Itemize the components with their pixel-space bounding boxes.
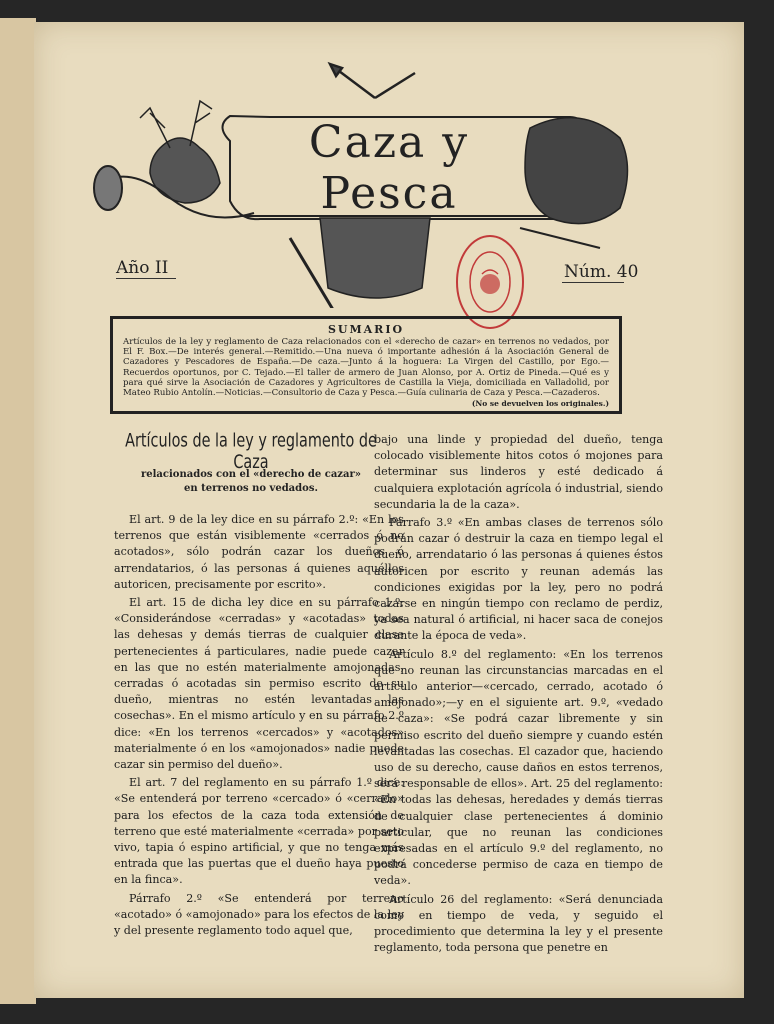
paragraph: El art. 15 de dicha ley dice en su párrafo 1.º: «Considerándose «cerradas» y «acotadas» todas las dehesas y demás tierras de cualquier clase pertenecientes á particulares, nadie puede cazar en las que no estén materialmente amojonadas, cerradas ó acotadas sin permiso escrito de su dueño, mientras no estén levantadas las cosechas». En el mismo artículo y en su párrafo 2.º dice: «En los terrenos «cercados» y «acotados» materialmente ó en los «amojonados» nadie puede cazar sin permiso del dueño». bbox=[114, 596, 404, 772]
summary-text: Artículos de la ley y reglamento de Caza relacionados con el «derecho de cazar» en terrenos no vedados, por El F. Box.—De interés general.—Remitido.—Una nueva ó importante adhesión á la Asociación General de Cazadores y Pescadores de España.—De caza.—Junto á la hoguera: La Virgen del Castillo, por Ego.—Recuerdos oportunos, por C. Tejado.—El taller de armero de Juan Alonso, por A. Ortiz de Pineda.—Qué es y para qué sirve la Asociación de Cazadores y Agricultores de Castilla la Vieja, domiciliada en Valladolid, por Mateo Rubio Antolín.—Noticias.—Consultorio de Caza y Pesca.—Guía culinaria de Caza y Pesca.—Cazaderos. bbox=[123, 337, 609, 399]
article-subtitle-line-1: relacionados con el «derecho de cazar» bbox=[141, 469, 361, 480]
issue-number: Núm. 40 bbox=[564, 262, 639, 282]
article-title: Artículos de la ley y reglamento de Caza bbox=[125, 429, 377, 473]
article-column-right bbox=[374, 432, 663, 959]
masthead-title: Caza y Pesca bbox=[308, 117, 470, 219]
paragraph: El art. 9 de la ley dice en su párrafo 2.º: «En los terrenos que están visiblemente «cerrados ó no acotados», sólo podrán cazar los dueños ó arrendatarios, ó las personas á quienes aquéllos autoricen, precisamente por escrito». bbox=[114, 513, 404, 591]
book-binding-edge bbox=[0, 18, 36, 1004]
crossed-arrows-icon bbox=[330, 64, 415, 98]
paragraph: Artículo 26 del reglamento: «Será denunciada como en tiempo de veda, y seguido el procedimiento que determina la ley y el presente reglamento, toda persona que penetre en bbox=[374, 892, 663, 955]
summary-box bbox=[110, 316, 622, 414]
issue-year: Año II bbox=[116, 258, 169, 278]
year-underline bbox=[116, 278, 176, 279]
paragraph: El art. 7 del reglamento en su párrafo 1.º dice: «Se entenderá por terreno «cercado» ó «cerrado» para los efectos de la caza toda extensión de terreno que esté materialmente «cerrada» por seto vivo, tapia ó espino artificial, y que no tenga más entrada que las puertas que el dueño haya puesto en la finca». bbox=[114, 776, 404, 887]
paragraph: Párrafo 2.º «Se entenderá por terreno «acotado» ó «amojonado» para los efectos de la ley y del presente reglamento todo aquel que, bbox=[114, 891, 404, 938]
paragraph: bajo una linde y propiedad del dueño, tenga colocado visiblemente hitos cotos ó mojones para determinar sus linderos y esté dedicado á cualquiera explotación agrícola ó industrial, siendo secundaria la de la caza». bbox=[374, 433, 663, 511]
magazine-page bbox=[34, 22, 744, 998]
paragraph: Párrafo 3.º «En ambas clases de terrenos sólo podrán cazar ó destruir la caza en tiempo legal el dueño, arrendatario ó las personas á quienes éstos autoricen por escrito y reunan además las condiciones exigidas por la ley, pero no podrá cazarse en ningún tiempo con reclamo de perdiz, ya sea natural ó artificial, ni hacer saca de conejos durante la época de veda». bbox=[374, 516, 663, 643]
article-column-left bbox=[114, 512, 404, 941]
article-subtitle-line-2: en terrenos no vedados. bbox=[184, 483, 318, 494]
summary-title: SUMARIO bbox=[327, 323, 405, 336]
game-bag-icon bbox=[290, 218, 430, 308]
number-underline bbox=[562, 282, 624, 283]
article-subtitle bbox=[116, 468, 386, 496]
stag-head-icon bbox=[140, 101, 220, 203]
paragraph: Artículo 8.º del reglamento: «En los terrenos que no reunan las circunstancias marcadas en el artículo anterior—«cercado, cerrado, acotado ó amojonado»;—y en el siguiente art. 9.º, «vedado de caza»: «Se podrá cazar libremente y sin permiso escrito del dueño siempre y cuando estén levantadas las cosechas. El cazador que, haciendo uso de su derecho, cause daños en estos terrenos, será responsable de ellos». Art. 25 del reglamento: «En todas las dehesas, heredades y demás tierras de cualquier clase pertenecientes á dominio particular, que no reunan las condiciones expresadas en el artículo 9.º del reglamento, no podrá concederse permiso de caza en tiempo de veda». bbox=[374, 647, 663, 888]
summary-note: (No se devuelven los originales.) bbox=[471, 399, 609, 409]
